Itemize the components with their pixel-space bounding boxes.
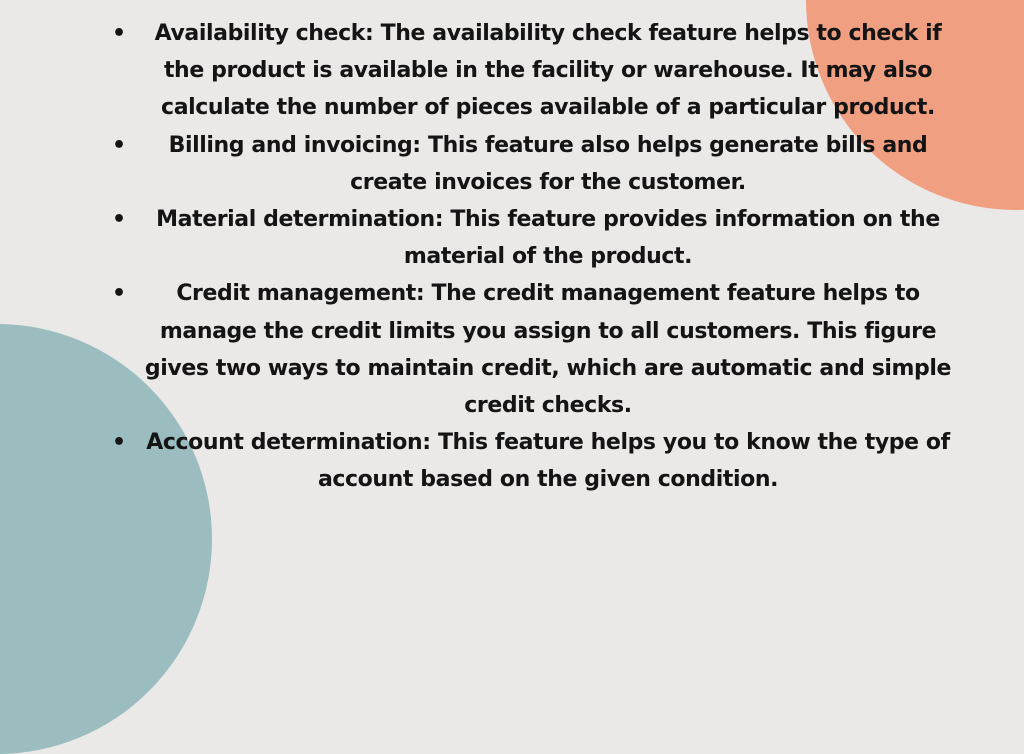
bullet-item-billing-invoicing	[110, 127, 960, 201]
bullet-text: Account determination: This feature helps you to know the type of account based on the given condition.	[146, 430, 950, 493]
bullet-item-account-determination	[110, 424, 960, 498]
bullet-icon: •	[112, 21, 126, 46]
bullet-text: Availability check: The availability check feature helps to check if the product is available in the facility or warehouse. It may also calculate the number of pieces available of a particular product.	[154, 21, 942, 121]
bullet-item-credit-management	[110, 275, 960, 424]
feature-bullet-list	[110, 15, 960, 499]
bullet-item-material-determination	[110, 201, 960, 275]
bullet-icon: •	[112, 430, 126, 456]
bullet-icon: •	[112, 207, 126, 233]
bullet-text: Material determination: This feature provides information on the material of the product.	[156, 207, 940, 270]
bullet-item-availability-check	[110, 15, 960, 127]
bullet-text: Credit management: The credit management feature helps to manage the credit limits you assign to all customers. This figure gives two ways to maintain credit, which are automatic and simple credit checks.	[144, 281, 952, 419]
bullet-text: Billing and invoicing: This feature also helps generate bills and create invoices for the customer.	[168, 132, 928, 195]
bullet-icon: •	[112, 281, 126, 307]
bullet-icon: •	[112, 132, 126, 158]
